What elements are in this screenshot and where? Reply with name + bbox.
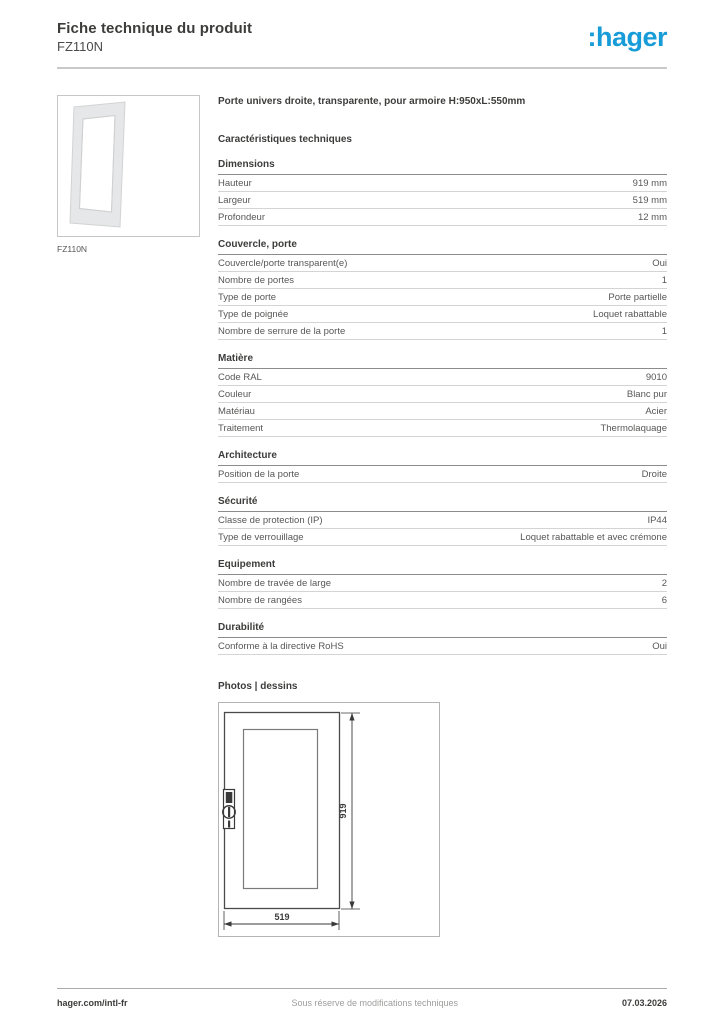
spec-value: Blanc pur bbox=[626, 389, 667, 400]
spec-label: Traitement bbox=[218, 423, 264, 434]
spec-label: Type de poignée bbox=[218, 309, 289, 320]
spec-value: 2 bbox=[661, 578, 667, 589]
header-divider bbox=[57, 67, 667, 69]
spec-row bbox=[218, 386, 667, 403]
spec-value: Thermolaquage bbox=[600, 423, 667, 434]
spec-label: Nombre de serrure de la porte bbox=[218, 326, 346, 337]
spec-row bbox=[218, 255, 667, 272]
technical-drawing bbox=[218, 702, 440, 937]
characteristics-title: Caractéristiques techniques bbox=[218, 134, 352, 145]
section-title: Equipement bbox=[218, 559, 667, 575]
spec-section bbox=[218, 239, 667, 340]
section-rows bbox=[218, 638, 667, 655]
spec-label: Largeur bbox=[218, 195, 251, 206]
main-content bbox=[57, 95, 667, 937]
section-rows bbox=[218, 575, 667, 609]
product-reference: FZ110N bbox=[57, 39, 103, 54]
width-dimension-label: 519 bbox=[274, 912, 290, 922]
spec-section bbox=[218, 496, 667, 546]
section-rows bbox=[218, 255, 667, 340]
spec-row bbox=[218, 192, 667, 209]
spec-section bbox=[218, 353, 667, 437]
spec-row bbox=[218, 420, 667, 437]
section-rows bbox=[218, 175, 667, 226]
product-image bbox=[57, 95, 200, 237]
spec-row bbox=[218, 175, 667, 192]
footer-disclaimer: Sous réserve de modifications techniques bbox=[291, 998, 459, 1008]
spec-label: Nombre de portes bbox=[218, 275, 295, 286]
spec-row bbox=[218, 323, 667, 340]
spec-value: Acier bbox=[645, 406, 667, 417]
height-dimension bbox=[338, 713, 360, 909]
section-title: Dimensions bbox=[218, 159, 667, 175]
spec-value: Oui bbox=[652, 641, 667, 652]
section-title: Couvercle, porte bbox=[218, 239, 667, 255]
spec-row bbox=[218, 466, 667, 483]
spec-label: Couvercle/porte transparent(e) bbox=[218, 258, 348, 269]
hager-logo: :hager bbox=[587, 22, 667, 52]
spec-row bbox=[218, 272, 667, 289]
section-title: Architecture bbox=[218, 450, 667, 466]
photos-section-title: Photos | dessins bbox=[218, 681, 298, 692]
spec-label: Profondeur bbox=[218, 212, 266, 223]
spec-label: Matériau bbox=[218, 406, 255, 417]
spec-label: Nombre de travée de large bbox=[218, 578, 332, 589]
spec-value: 519 mm bbox=[632, 195, 667, 206]
spec-value: 1 bbox=[661, 326, 667, 337]
section-title: Sécurité bbox=[218, 496, 667, 512]
spec-section bbox=[218, 450, 667, 483]
spec-row bbox=[218, 306, 667, 323]
spec-value: 9010 bbox=[645, 372, 667, 383]
spec-label: Couleur bbox=[218, 389, 252, 400]
spec-value: 6 bbox=[661, 595, 667, 606]
spec-row bbox=[218, 209, 667, 226]
spec-label: Nombre de rangées bbox=[218, 595, 302, 606]
height-dimension-label: 919 bbox=[338, 803, 348, 819]
footer-date: 07.03.2026 bbox=[621, 998, 667, 1008]
spec-row bbox=[218, 369, 667, 386]
spec-value: Porte partielle bbox=[608, 292, 667, 303]
product-image-caption: FZ110N bbox=[57, 244, 88, 254]
spec-row bbox=[218, 638, 667, 655]
spec-value: 919 mm bbox=[632, 178, 667, 189]
header bbox=[57, 0, 667, 54]
page-title: Fiche technique du produit bbox=[57, 20, 253, 37]
spec-label: Type de porte bbox=[218, 292, 277, 303]
spec-label: Hauteur bbox=[218, 178, 252, 189]
spec-value: IP44 bbox=[647, 515, 667, 526]
spec-row bbox=[218, 529, 667, 546]
spec-section bbox=[218, 159, 667, 226]
spec-row bbox=[218, 575, 667, 592]
spec-row bbox=[218, 289, 667, 306]
spec-section bbox=[218, 622, 667, 655]
spec-value: Droite bbox=[641, 469, 667, 480]
spec-label: Classe de protection (IP) bbox=[218, 515, 323, 526]
spec-row bbox=[218, 403, 667, 420]
spec-sections bbox=[218, 159, 667, 655]
dimension-drawing bbox=[219, 703, 439, 936]
spec-value: Loquet rabattable et avec crémone bbox=[520, 532, 667, 543]
footer-divider bbox=[57, 988, 667, 989]
spec-row bbox=[218, 592, 667, 609]
header-titles bbox=[57, 20, 252, 54]
footer-website: hager.com/intl-fr bbox=[57, 998, 128, 1008]
section-title: Durabilité bbox=[218, 622, 667, 638]
spec-label: Position de la porte bbox=[218, 469, 300, 480]
footer bbox=[57, 988, 667, 1008]
spec-label: Type de verrouillage bbox=[218, 532, 304, 543]
spec-value: Loquet rabattable bbox=[593, 309, 667, 320]
section-rows bbox=[218, 512, 667, 546]
spec-section bbox=[218, 559, 667, 609]
spec-label: Code RAL bbox=[218, 372, 262, 383]
width-dimension bbox=[224, 911, 339, 930]
spec-value: 1 bbox=[661, 275, 667, 286]
section-rows bbox=[218, 369, 667, 437]
product-description: Porte univers droite, transparente, pour armoire H:950xL:550mm bbox=[218, 96, 526, 107]
spec-row bbox=[218, 512, 667, 529]
door-frame-illustration bbox=[58, 96, 199, 236]
product-image-column bbox=[57, 95, 200, 937]
section-rows bbox=[218, 466, 667, 483]
spec-label: Conforme à la directive RoHS bbox=[218, 641, 344, 652]
spec-value: 12 mm bbox=[637, 212, 667, 223]
spec-value: Oui bbox=[652, 258, 667, 269]
spec-column bbox=[218, 95, 667, 937]
door-handle bbox=[223, 790, 235, 829]
section-title: Matière bbox=[218, 353, 667, 369]
